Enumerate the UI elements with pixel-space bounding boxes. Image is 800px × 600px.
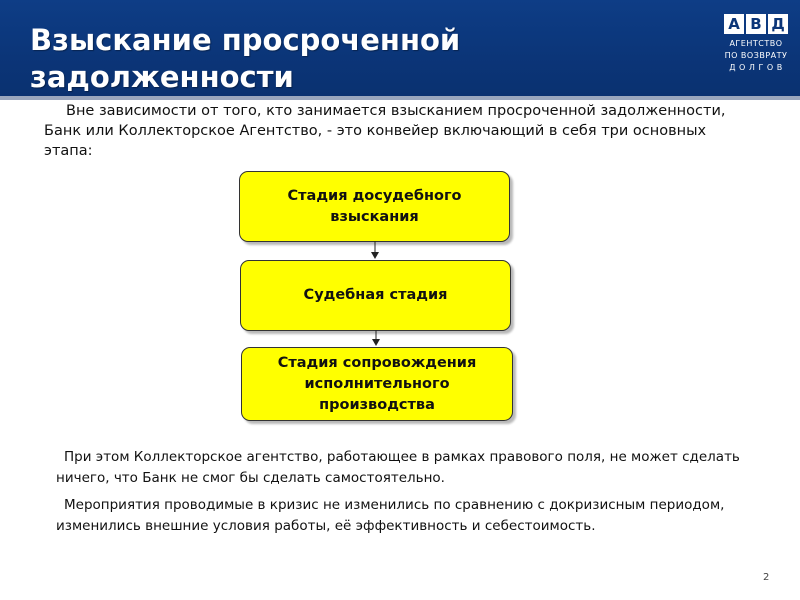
stage-pretrial: [239, 171, 510, 242]
stage-enforcement: [241, 347, 513, 421]
logo-letter-a: А: [724, 14, 744, 34]
logo-letters: [724, 14, 788, 34]
arrow-down-icon: [370, 240, 380, 260]
title-line-2: задолженности: [30, 60, 294, 94]
stage-3-line-2: исполнительного: [304, 375, 450, 392]
avd-logo: [724, 14, 788, 76]
stage-1-line-2: взыскания: [330, 208, 419, 225]
stage-3-line-1: Стадия сопровождения: [277, 354, 477, 371]
title-line-1: Взыскание просроченной: [30, 23, 461, 57]
stage-3-line-3: производства: [319, 396, 435, 413]
slide-title: [30, 22, 630, 96]
note-paragraph-1: При этом Коллекторское агентство, работающее в рамках правового поля, не может сделать ничего, что Банк не смог бы сделать самостоятельно.: [56, 449, 740, 486]
logo-text-line-3: Д О Л Г О В: [729, 63, 783, 72]
page-number: 2: [763, 572, 770, 583]
stage-2-line-1: Судебная стадия: [303, 287, 448, 303]
note-paragraph-2: Мероприятия проводимые в кризис не изменились по сравнению с докризисным периодом, изменились внешние условия работы, её эффективность и себестоимость.: [56, 497, 725, 534]
arrow-down-icon: [371, 329, 381, 347]
stage-judicial: [240, 260, 511, 331]
header-divider: [0, 96, 800, 100]
logo-letter-d: Д: [768, 14, 788, 34]
stage-1-line-1: Стадия досудебного: [287, 187, 462, 204]
intro-paragraph: Вне зависимости от того, кто занимается взысканием просроченной задолженности, Банк или Коллекторское Агентство, - это конвейер включающий в себя три основных этапа:: [44, 103, 726, 159]
logo-letter-v: В: [746, 14, 766, 34]
logo-text-line-2: ПО ВОЗВРАТУ: [724, 51, 788, 60]
logo-text-line-1: АГЕНТСТВО: [729, 39, 783, 48]
